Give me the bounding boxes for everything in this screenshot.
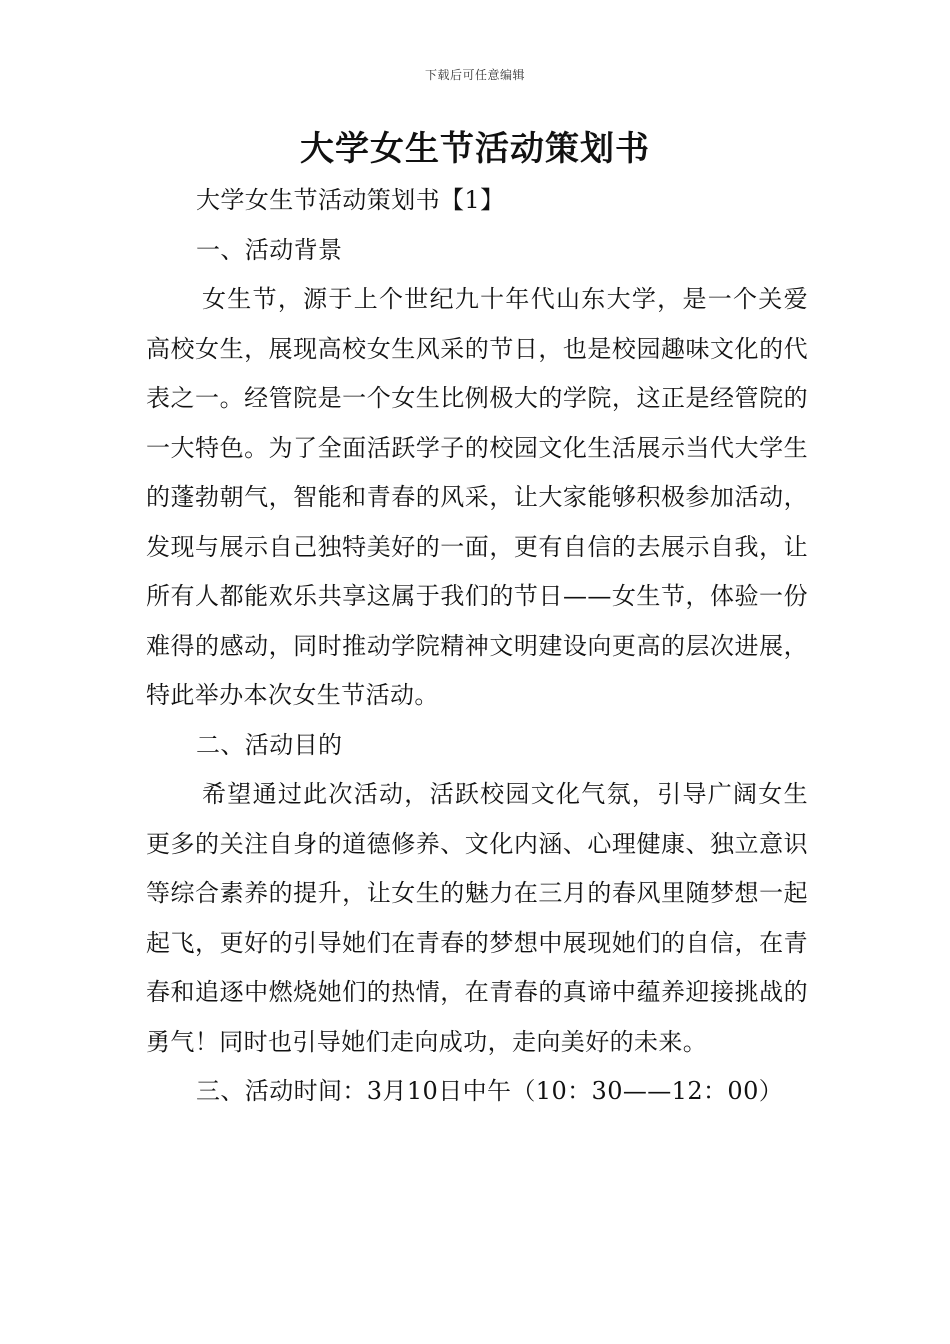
section-paragraph-background: 女生节，源于上个世纪九十年代山东大学，是一个关爱高校女生，展现高校女生风采的节日，也是校园趣味文化的代表之一。经管院是一个女生比例极大的学院，这正是经管院的一大特色。为了全面活跃学子的校园文化生活展示当代大学生的蓬勃朝气，智能和青春的风采，让大家能够积极参加活动，发现与展示自己独特美好的一面，更有自信的去展示自我，让所有人都能欢乐共享这属于我们的节日——女生节，体验一份难得的感动，同时推动学院精神文明建设向更高的层次进展，特此举办本次女生节活动。 [146,285,808,709]
document-body [146,176,808,1117]
section-heading-time: 三、活动时间：3月10日中午（10：30——12：00） [196,1077,784,1105]
document-subtitle: 大学女生节活动策划书【1】 [196,186,505,214]
section-paragraph-purpose: 希望通过此次活动，活跃校园文化气氛，引导广阔女生更多的关注自身的道德修养、文化内涵、心理健康、独立意识等综合素养的提升，让女生的魅力在三月的春风里随梦想一起起飞，更好的引导她们在青春的梦想中展现她们的自信，在青春和追逐中燃烧她们的热情，在青春的真谛中蕴养迎接挑战的勇气！同时也引导她们走向成功，走向美好的未来。 [146,780,808,1056]
section-heading-background: 一、活动背景 [196,235,343,264]
header-note: 下载后可任意编辑 [424,68,525,82]
section-heading-purpose: 二、活动目的 [196,730,343,759]
document-title: 大学女生节活动策划书 [300,129,650,169]
